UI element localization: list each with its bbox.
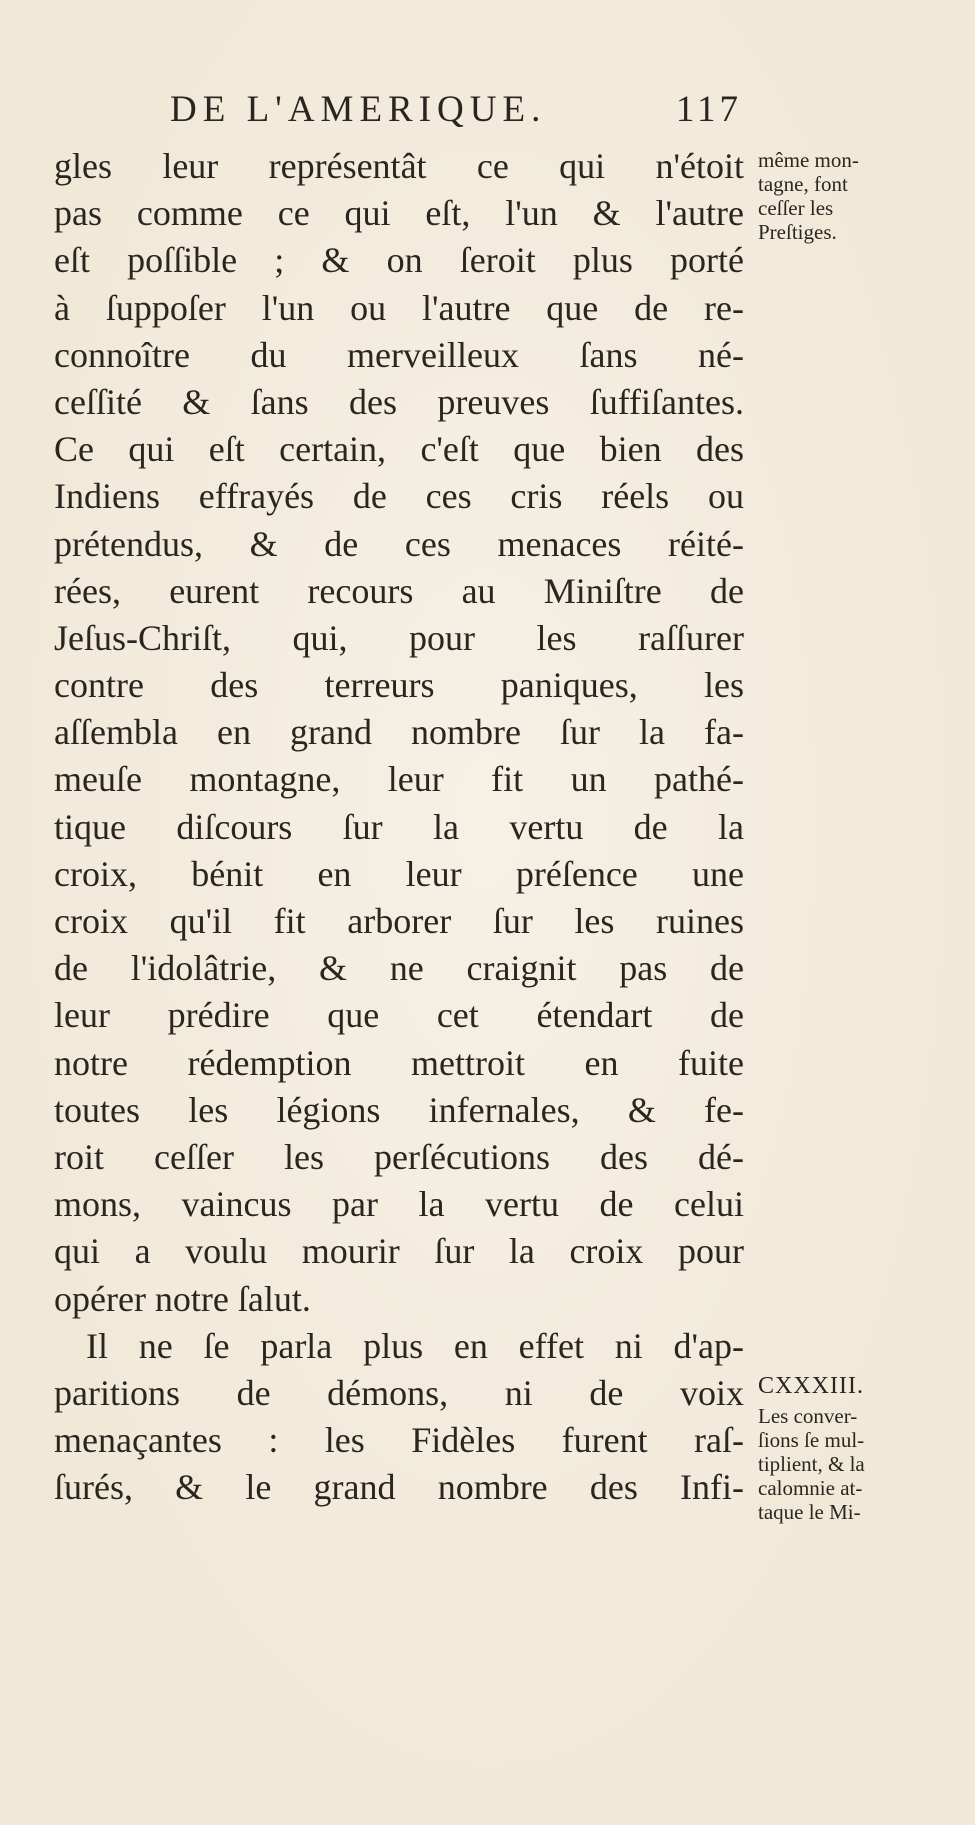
margin-note-line: Preſtiges. [758,220,837,244]
text-line: contre des terreurs paniques, les [54,665,744,706]
text-line: pas comme ce qui eſt, l'un & l'autre [54,193,744,234]
margin-note-line: tagne, font [758,172,848,196]
text-line: tique diſcours ſur la vertu de la [54,806,744,847]
text-line: toutes les légions infernales, & fe- [54,1089,744,1130]
margin-note-line: ſions ſe mul- [758,1428,865,1452]
text-line: croix qu'il fit arborer ſur les ruines [54,901,744,941]
text-line: connoître du merveilleux ſans né- [54,334,744,375]
text-line: à ſuppoſer l'un ou l'autre que de re- [54,287,744,328]
text-line: croix, bénit en leur préſence une [54,853,744,894]
running-title: DE L'AMERIQUE. [170,89,547,130]
text-line: prétendus, & de ces menaces réité- [54,523,744,564]
margin-note-line: tiplient, & la [758,1452,865,1476]
text-line: meuſe montagne, leur fit un pathé- [54,759,744,800]
page-header [170,88,750,131]
page-number: 117 [675,89,742,130]
text-line: Jeſus-Chriſt, qui, pour les raſſurer [54,617,744,658]
text-line: Indiens effrayés de ces cris réels ou [54,476,744,517]
text-line: gles leur représentât ce qui n'étoit [54,146,744,186]
margin-note-line: taque le Mi- [758,1500,861,1524]
text-line: ceſſité & ſans des preuves ſuffiſantes. [54,381,744,422]
text-line: de l'idolâtrie, & ne craignit pas de [54,948,744,989]
text-line: rées, eurent recours au Miniſtre de [54,570,744,611]
text-line: paritions de démons, ni de voix [54,1372,744,1413]
text-line: ſurés, & le grand nombre des Infi- [54,1467,744,1508]
margin-note-top [758,148,958,244]
margin-note-line: calomnie at- [758,1476,863,1500]
text-line: Ce qui eſt certain, c'eſt que bien des [54,429,744,470]
text-line: opérer notre ſalut. [54,1278,311,1319]
chapter-number: CXXXIII. [758,1373,864,1399]
text-line: leur prédire que cet étendart de [54,995,744,1036]
body-text [54,143,744,1511]
text-line: notre rédemption mettroit en fuite [54,1042,744,1083]
margin-note-line: ceſſer les [758,196,834,220]
text-line: qui a voulu mourir ſur la croix pour [54,1231,744,1272]
text-line: menaçantes : les Fidèles furent raſ- [54,1420,744,1461]
text-line: mons, vaincus par la vertu de celui [54,1184,744,1225]
text-line: aſſembla en grand nombre ſur la fa- [54,712,744,753]
margin-note-bottom [758,1368,958,1524]
text-line: Il ne ſe parla plus en effet ni d'ap- [86,1325,744,1366]
text-line: eſt poſſible ; & on ſeroit plus porté [54,240,744,281]
margin-note-line: Les conver- [758,1404,858,1428]
margin-note-line: même mon- [758,148,859,172]
text-line: roit ceſſer les perſécutions des dé- [54,1136,744,1177]
